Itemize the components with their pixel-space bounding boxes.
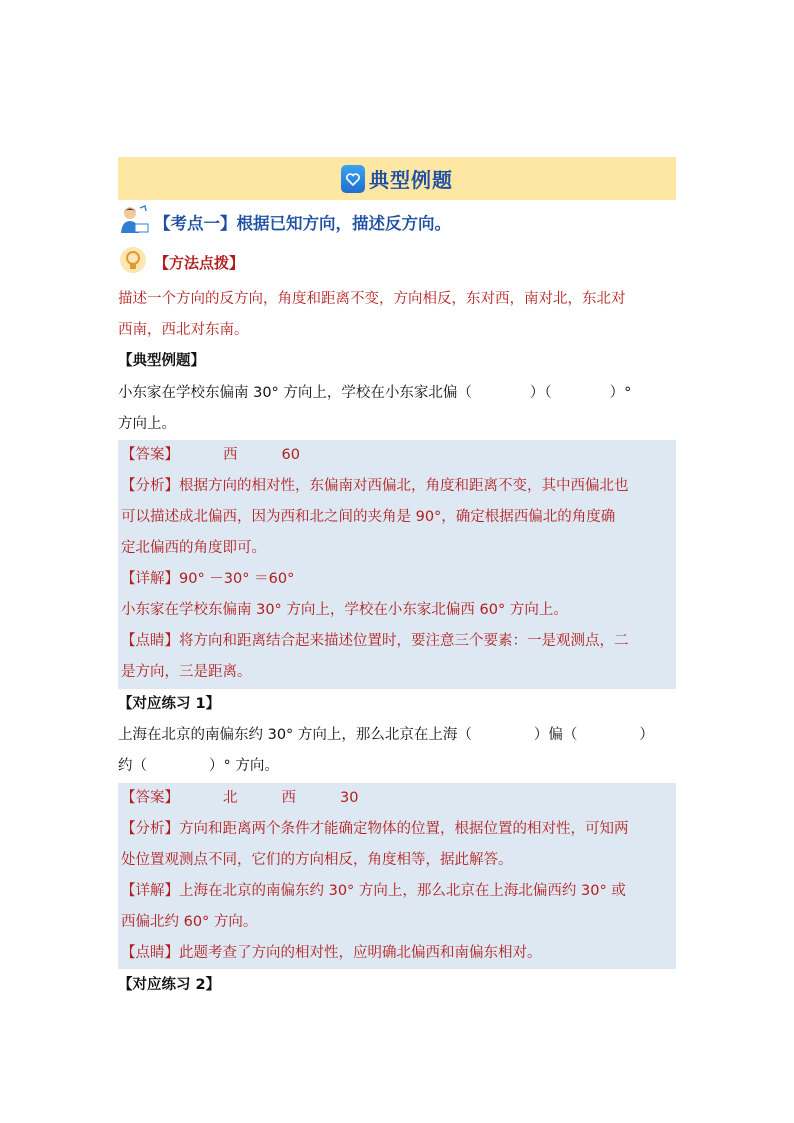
method-text-line: 西南，西北对东南。: [118, 322, 249, 338]
question-text: 小东家在学校东偏南 30° 方向上，学校在小东家北偏（: [118, 385, 472, 401]
heart-icon: [341, 165, 365, 193]
point-text: 将方向和距离结合起来描述位置时，要注意三个要素：一是观测点，二: [179, 633, 629, 649]
topic-title: 【考点一】根据已知方向，描述反方向。: [154, 214, 451, 233]
practice1-question: [118, 720, 678, 782]
question-text: ）: [639, 727, 654, 743]
answer-label: 【答案】: [121, 790, 179, 806]
point-label: 【点睛】: [121, 633, 179, 649]
detail-label: 【详解】: [121, 883, 179, 899]
method-text-line: 描述一个方向的反方向，角度和距离不变，方向相反，东对西，南对北，东北对: [118, 291, 626, 307]
question-line: [118, 751, 678, 782]
analysis-text: 方向和距离两个条件才能确定物体的位置，根据位置的相对性，可知两: [179, 821, 629, 837]
question-text: 上海在北京的南偏东约 30° 方向上，那么北京在上海（: [118, 727, 472, 743]
point-line: [118, 626, 676, 657]
question-line: 方向上。: [118, 416, 176, 432]
analysis-text: 处位置观测点不同，它们的方向相反，角度相等，据此解答。: [121, 852, 513, 868]
example-solution-box: [118, 440, 676, 689]
point-line: [118, 938, 676, 969]
analysis-text: 根据方向的相对性，东偏南对西偏北，角度和距离不变，其中西偏北也: [179, 478, 629, 494]
answer-label: 【答案】: [121, 447, 179, 463]
answer-line: [118, 440, 676, 471]
detail-text: 西偏北约 60° 方向。: [121, 914, 258, 930]
example-heading: 【典型例题】: [118, 353, 205, 369]
answer-value: 西: [281, 790, 296, 806]
analysis-text: 可以描述成北偏西，因为西和北之间的夹角是 90°，确定根据西偏北的角度确: [121, 509, 616, 525]
question-text: ）偏（: [533, 727, 578, 743]
answer-value: 北: [223, 790, 238, 806]
analysis-line: [118, 814, 676, 845]
answer-value: 30: [340, 790, 359, 806]
method-text: [118, 284, 678, 346]
question-text: ）（: [529, 385, 552, 401]
analysis-line: [118, 471, 676, 502]
answer-value: 60: [281, 447, 300, 463]
question-text: ）° 方向。: [209, 758, 279, 774]
detail-text: 小东家在学校东偏南 30° 方向上，学校在小东家北偏西 60° 方向上。: [121, 602, 568, 618]
banner-title: 典型例题: [369, 168, 453, 192]
question-line: [118, 720, 678, 751]
analysis-label: 【分析】: [121, 821, 179, 837]
detail-line: [118, 876, 676, 907]
detail-text: 90° －30° ＝60°: [179, 571, 295, 587]
question-line: [118, 378, 678, 409]
analysis-label: 【分析】: [121, 478, 179, 494]
section-banner: [118, 157, 676, 200]
practice1-heading: 【对应练习 1】: [118, 696, 221, 712]
detail-line: [118, 564, 676, 595]
point-text: 此题考查了方向的相对性，应明确北偏西和南偏东相对。: [179, 945, 542, 961]
answer-value: 西: [223, 447, 238, 463]
detail-text: 上海在北京的南偏东约 30° 方向上，那么北京在上海北偏西约 30° 或: [179, 883, 626, 899]
topic-heading: [118, 206, 678, 238]
student-icon: [118, 205, 150, 239]
point-label: 【点睛】: [121, 945, 179, 961]
example-question: [118, 378, 678, 440]
detail-label: 【详解】: [121, 571, 179, 587]
practice1-solution-box: [118, 783, 676, 969]
question-text: ）°: [609, 385, 632, 401]
method-heading: [118, 246, 678, 278]
point-text: 是方向，三是距离。: [121, 664, 252, 680]
lightbulb-icon: [118, 245, 148, 279]
method-label: 【方法点拨】: [154, 253, 245, 272]
question-text: 约（: [118, 758, 147, 774]
analysis-text: 定北偏西的角度即可。: [121, 540, 266, 556]
practice2-heading: 【对应练习 2】: [118, 977, 221, 993]
answer-line: [118, 783, 676, 814]
